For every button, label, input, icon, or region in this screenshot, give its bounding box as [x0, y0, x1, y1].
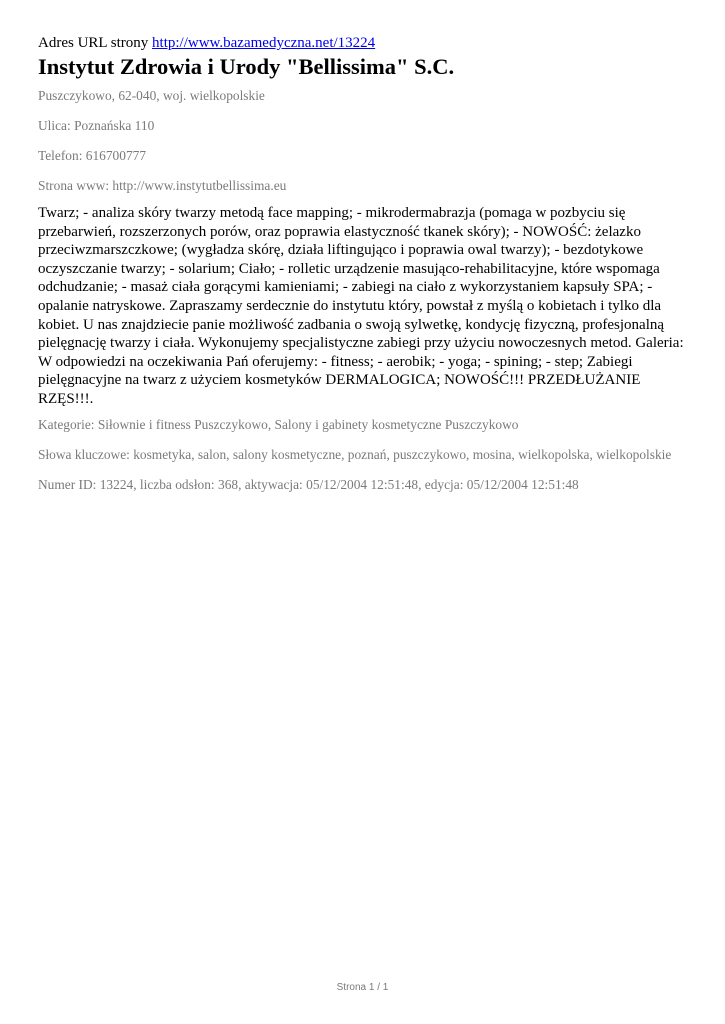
page-number: Strona 1 / 1 — [336, 982, 389, 993]
url-label: Adres URL strony — [38, 35, 149, 51]
record-info-text: Numer ID: 13224, liczba odsłon: 368, aktywacja: 05/12/2004 12:51:48, edycja: 05/12/2004 12:51:48 — [38, 476, 579, 492]
url-line — [38, 34, 690, 52]
document-page — [38, 34, 690, 493]
url-link[interactable]: http://www.bazamedyczna.net/13224 — [152, 35, 376, 51]
website-text: Strona www: http://www.instytutbellissima.eu — [38, 178, 287, 193]
address-text: Puszczykowo, 62-040, woj. wielkopolskie — [38, 88, 265, 103]
page-title: Instytut Zdrowia i Urody "Bellissima" S.C. — [38, 54, 455, 79]
description-text: Twarz; - analiza skóry twarzy metodą face mapping; - mikrodermabrazja (pomaga w pozbyciu się przebarwień, rozszerzonych porów, oraz poprawia elastyczność tkanek skóry); - NOWOŚĆ: żelazko przeciwzmarszczkowe; (wygładza skórę, działa liftingująco i poprawia owal twarzy); - bezdotykowe oczyszczanie twarzy; - solarium; Ciało; - rolletic urządzenie masująco-rehabilitacyjne, które wspomaga odchudzanie; - masaż ciała gorącymi kamieniami; - zabiegi na ciało z wykorzystaniem kapsuły SPA; - opalanie natryskowe. Zapraszamy serdecznie do instytutu który, powstał z myślą o kobietach i tylko dla kobiet. U nas znajdziecie panie możliwość zadbania o swoją sylwetkę, kondycję fizyczną, profesjonalną pielęgnację twarzy i ciała. Wykonujemy specjalistyczne zabiegi przy użyciu nowoczesnych metod. Galeria: W odpowiedzi na oczekiwania Pań oferujemy: - fitness; - aerobik; - yoga; - spining; - step; Zabiegi pielęgnacyjne na twarz z użyciem kosmetyków DERMALOGICA; NOWOŚĆ!!! PRZEDŁUŻANIE RZĘS!!!. — [38, 205, 684, 407]
keywords-text: Słowa kluczowe: kosmetyka, salon, salony kosmetyczne, poznań, puszczykowo, mosina, wielkopolska, wielkopolskie — [38, 446, 672, 462]
categories-text: Kategorie: Siłownie i fitness Puszczykowo, Salony i gabinety kosmetyczne Puszczykowo — [38, 416, 519, 432]
phone-text: Telefon: 616700777 — [38, 148, 147, 163]
street-text: Ulica: Poznańska 110 — [38, 118, 155, 133]
